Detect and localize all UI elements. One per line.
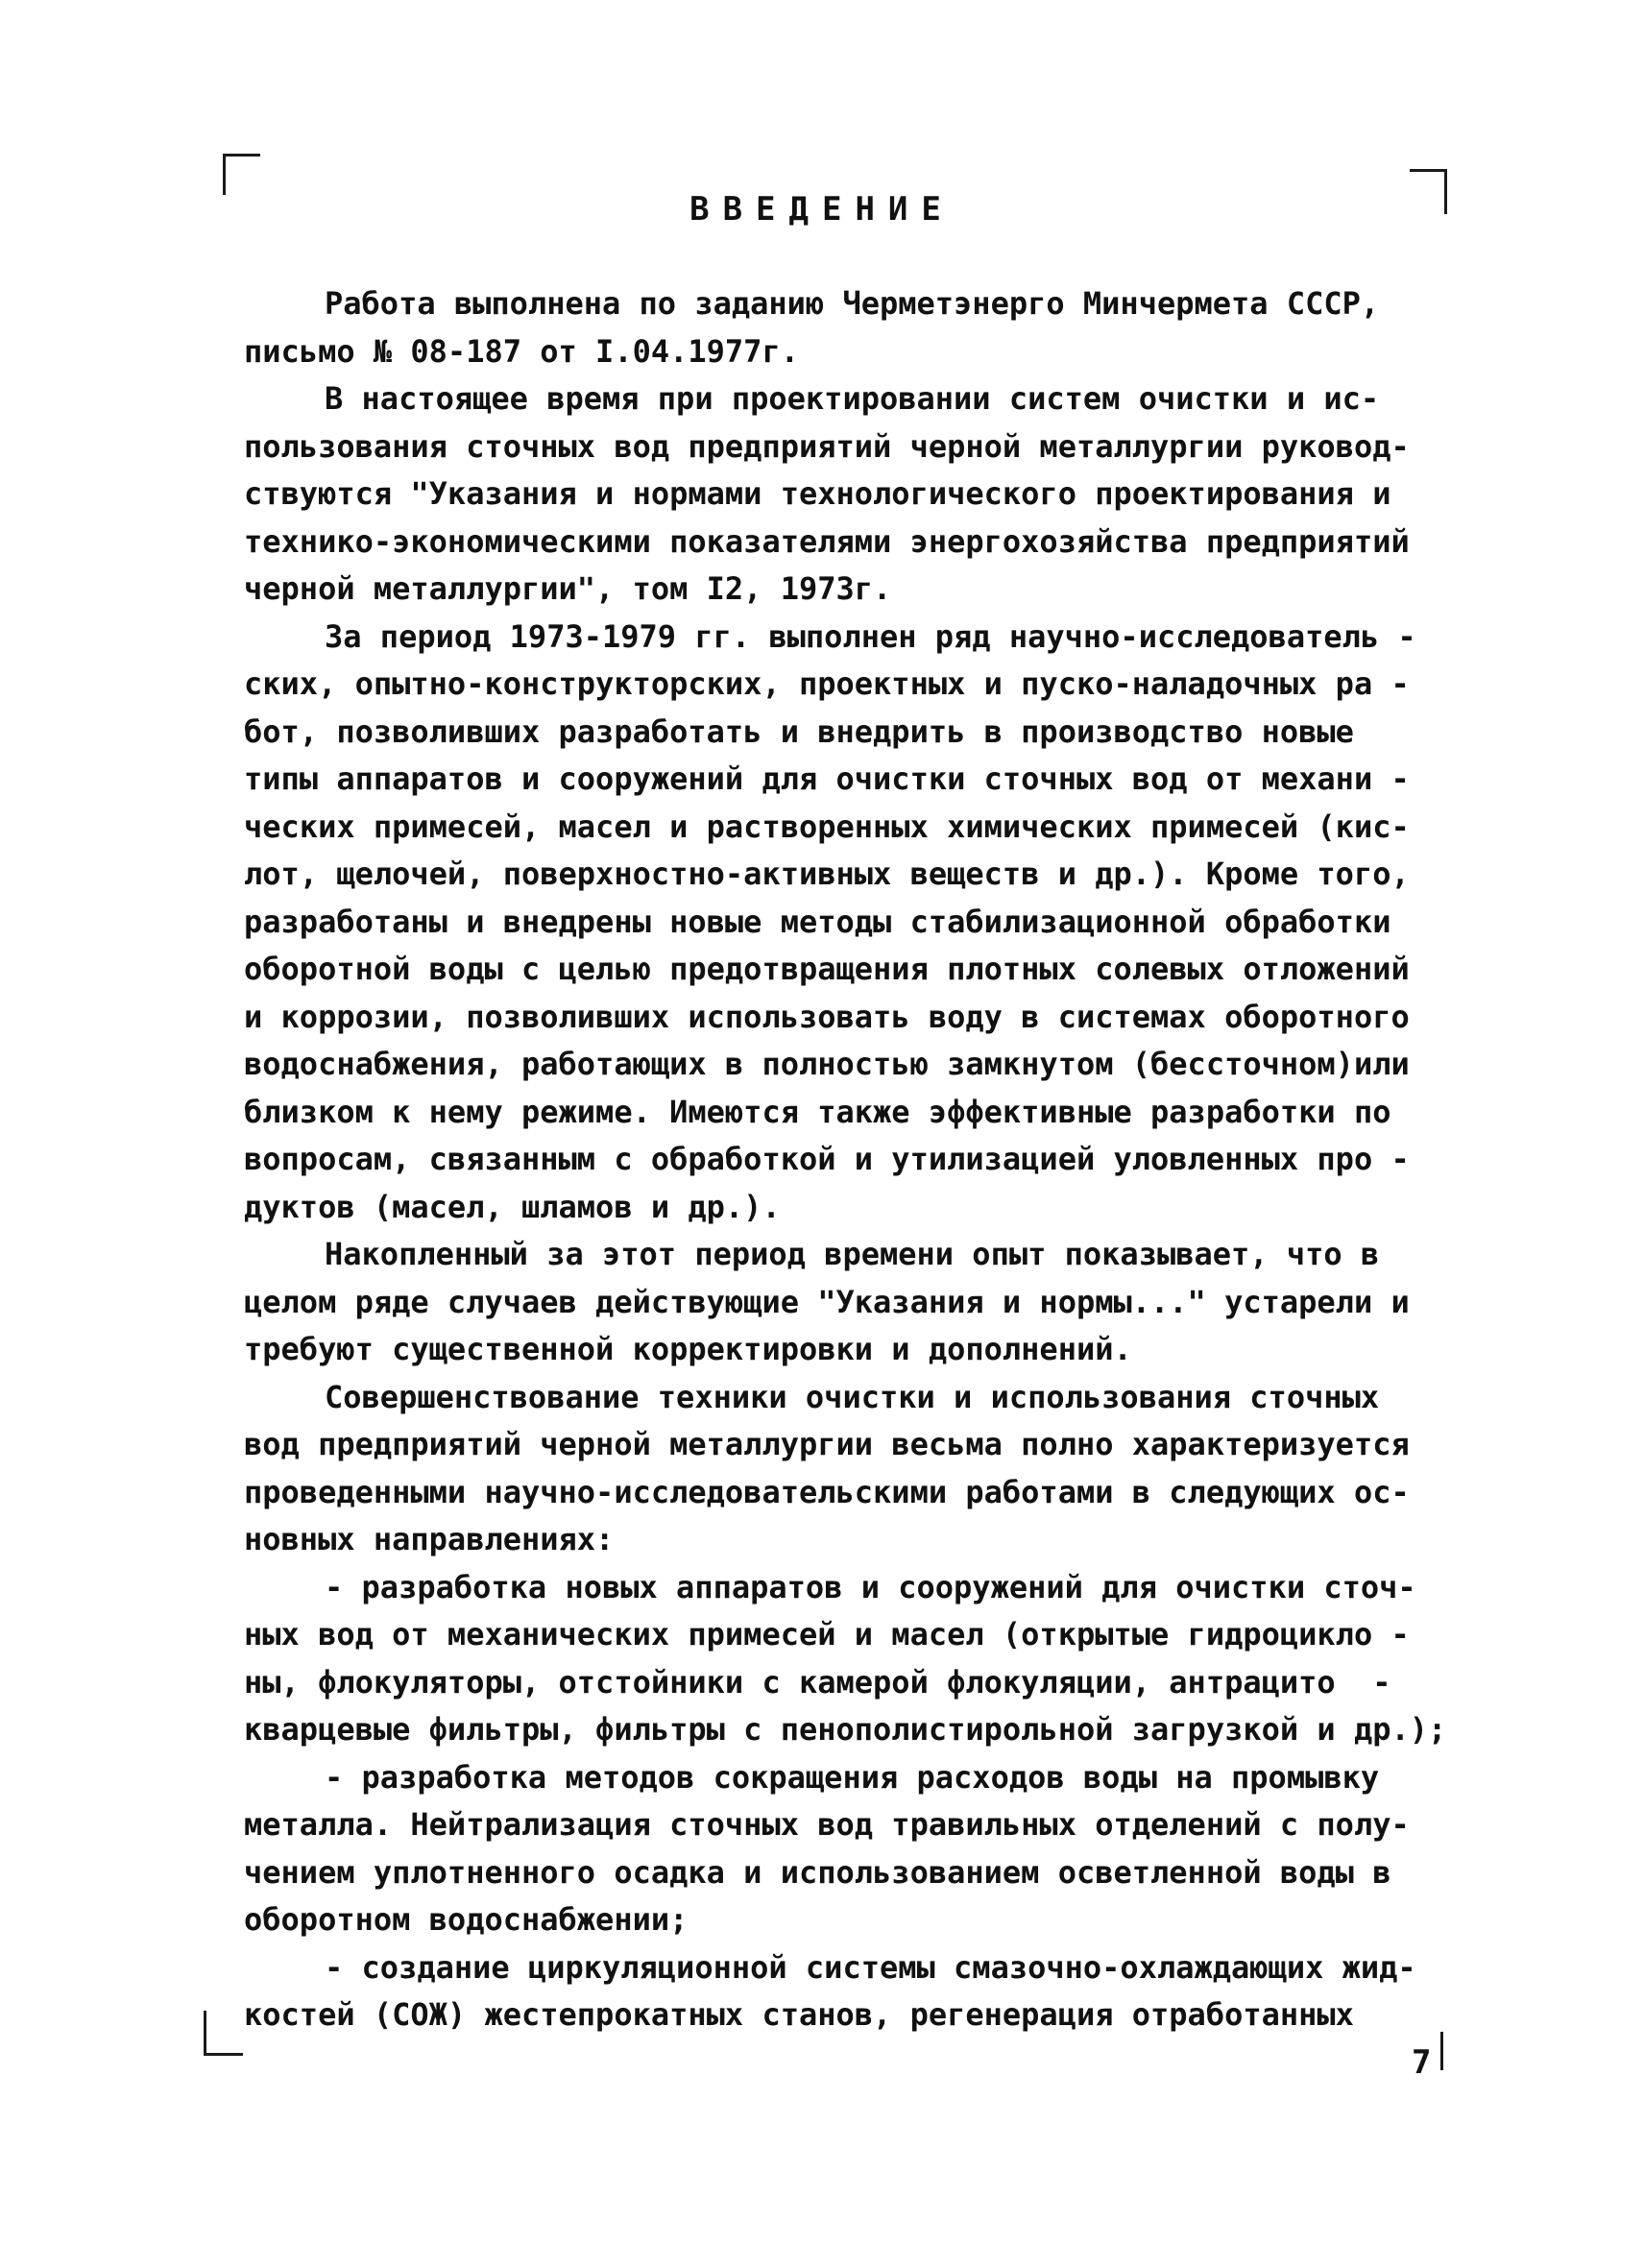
page-number: 7 <box>1412 2043 1432 2082</box>
text-line: ны, флокуляторы, отстойники с камерой флокуляции, антрацито - <box>244 1663 1391 1701</box>
text-line: оборотной воды с целью предотвращения плотных солевых отложений <box>244 951 1410 987</box>
text-line: чением уплотненного осадка и использованием осветленной воды в <box>244 1853 1391 1891</box>
text-line: оборотном водоснабжении; <box>244 1901 689 1938</box>
text-line: - разработка методов сокращения расходов воды на промывку <box>325 1758 1380 1796</box>
text-line: разработаны и внедрены новые методы стабилизационной обработки <box>244 903 1391 940</box>
text-line: ских, опытно-конструкторских, проектных и пуско-наладочных ра - <box>244 665 1410 702</box>
text-line: вод предприятий черной металлургии весьма полно характеризуется <box>244 1426 1410 1462</box>
text-line: Накопленный за этот период времени опыт показывает, что в <box>325 1236 1380 1272</box>
text-line: костей (СОЖ) жестепрокатных станов, регенерация отработанных <box>244 1996 1354 2033</box>
text-line: письмо № 08-187 от I.04.1977г. <box>244 332 799 370</box>
text-line: В настоящее время при проектировании систем очистки и ис- <box>325 380 1380 417</box>
text-line: ствуются "Указания и нормами технологического проектирования и <box>244 475 1391 512</box>
text-line: черной металлургии", том I2, 1973г. <box>244 570 892 607</box>
text-line: лот, щелочей, поверхностно-активных веществ и др.). Кроме того, <box>244 856 1410 892</box>
text-line: пользования сточных вод предприятий черной металлургии руковод- <box>244 427 1410 465</box>
text-line: За период 1973-1979 гг. выполнен ряд научно-исследователь - <box>325 617 1416 655</box>
text-line: проведенными научно-исследовательскими работами в следующих ос- <box>244 1473 1410 1510</box>
text-line: новных направлениях: <box>244 1521 615 1557</box>
text-line: кварцевые фильтры, фильтры с пенополистирольной загрузкой и др.); <box>244 1711 1447 1748</box>
corner-mark-top-left <box>223 154 260 195</box>
text-line: Совершенствование техники очистки и использования сточных <box>325 1378 1380 1415</box>
text-line: ных вод от механических примесей и масел (открытые гидроцикло - <box>244 1616 1410 1653</box>
text-line: технико-экономическими показателями энергохозяйства предприятий <box>244 522 1410 560</box>
text-line: бот, позволивших разработать и внедрить в производство новые <box>244 712 1354 750</box>
text-line: Работа выполнена по заданию Черметэнерго Минчермета СССР, <box>325 285 1380 322</box>
text-line: и коррозии, позволивших использовать воду в системах оборотного <box>244 998 1410 1035</box>
body-text <box>244 280 1463 2039</box>
text-line: дуктов (масел, шламов и др.). <box>244 1188 781 1225</box>
text-line: водоснабжения, работающих в полностью замкнутом (бессточном)или <box>244 1046 1410 1082</box>
text-line: вопросам, связанным с обработкой и утилизацией уловленных про - <box>244 1141 1410 1177</box>
text-line: требуют существенной корректировки и дополнений. <box>244 1331 1132 1367</box>
corner-mark-bottom-left <box>204 2011 243 2056</box>
text-line: ческих примесей, масел и растворенных химических примесей (кис- <box>244 808 1410 845</box>
text-line: - разработка новых аппаратов и сооружений для очистки сточ- <box>325 1568 1416 1605</box>
text-line: близком к нему режиме. Имеются также эффективные разработки по <box>244 1093 1391 1130</box>
text-line: типы аппаратов и сооружений для очистки сточных вод от механи - <box>244 760 1410 797</box>
text-line: металла. Нейтрализация сточных вод травильных отделений с полу- <box>244 1806 1410 1843</box>
text-line: целом ряде случаев действующие "Указания и нормы..." устарели и <box>244 1283 1410 1320</box>
page-title: ВВЕДЕНИЕ <box>689 190 955 229</box>
text-line: - создание циркуляционной системы смазочно-охлаждающих жид- <box>325 1948 1416 1986</box>
